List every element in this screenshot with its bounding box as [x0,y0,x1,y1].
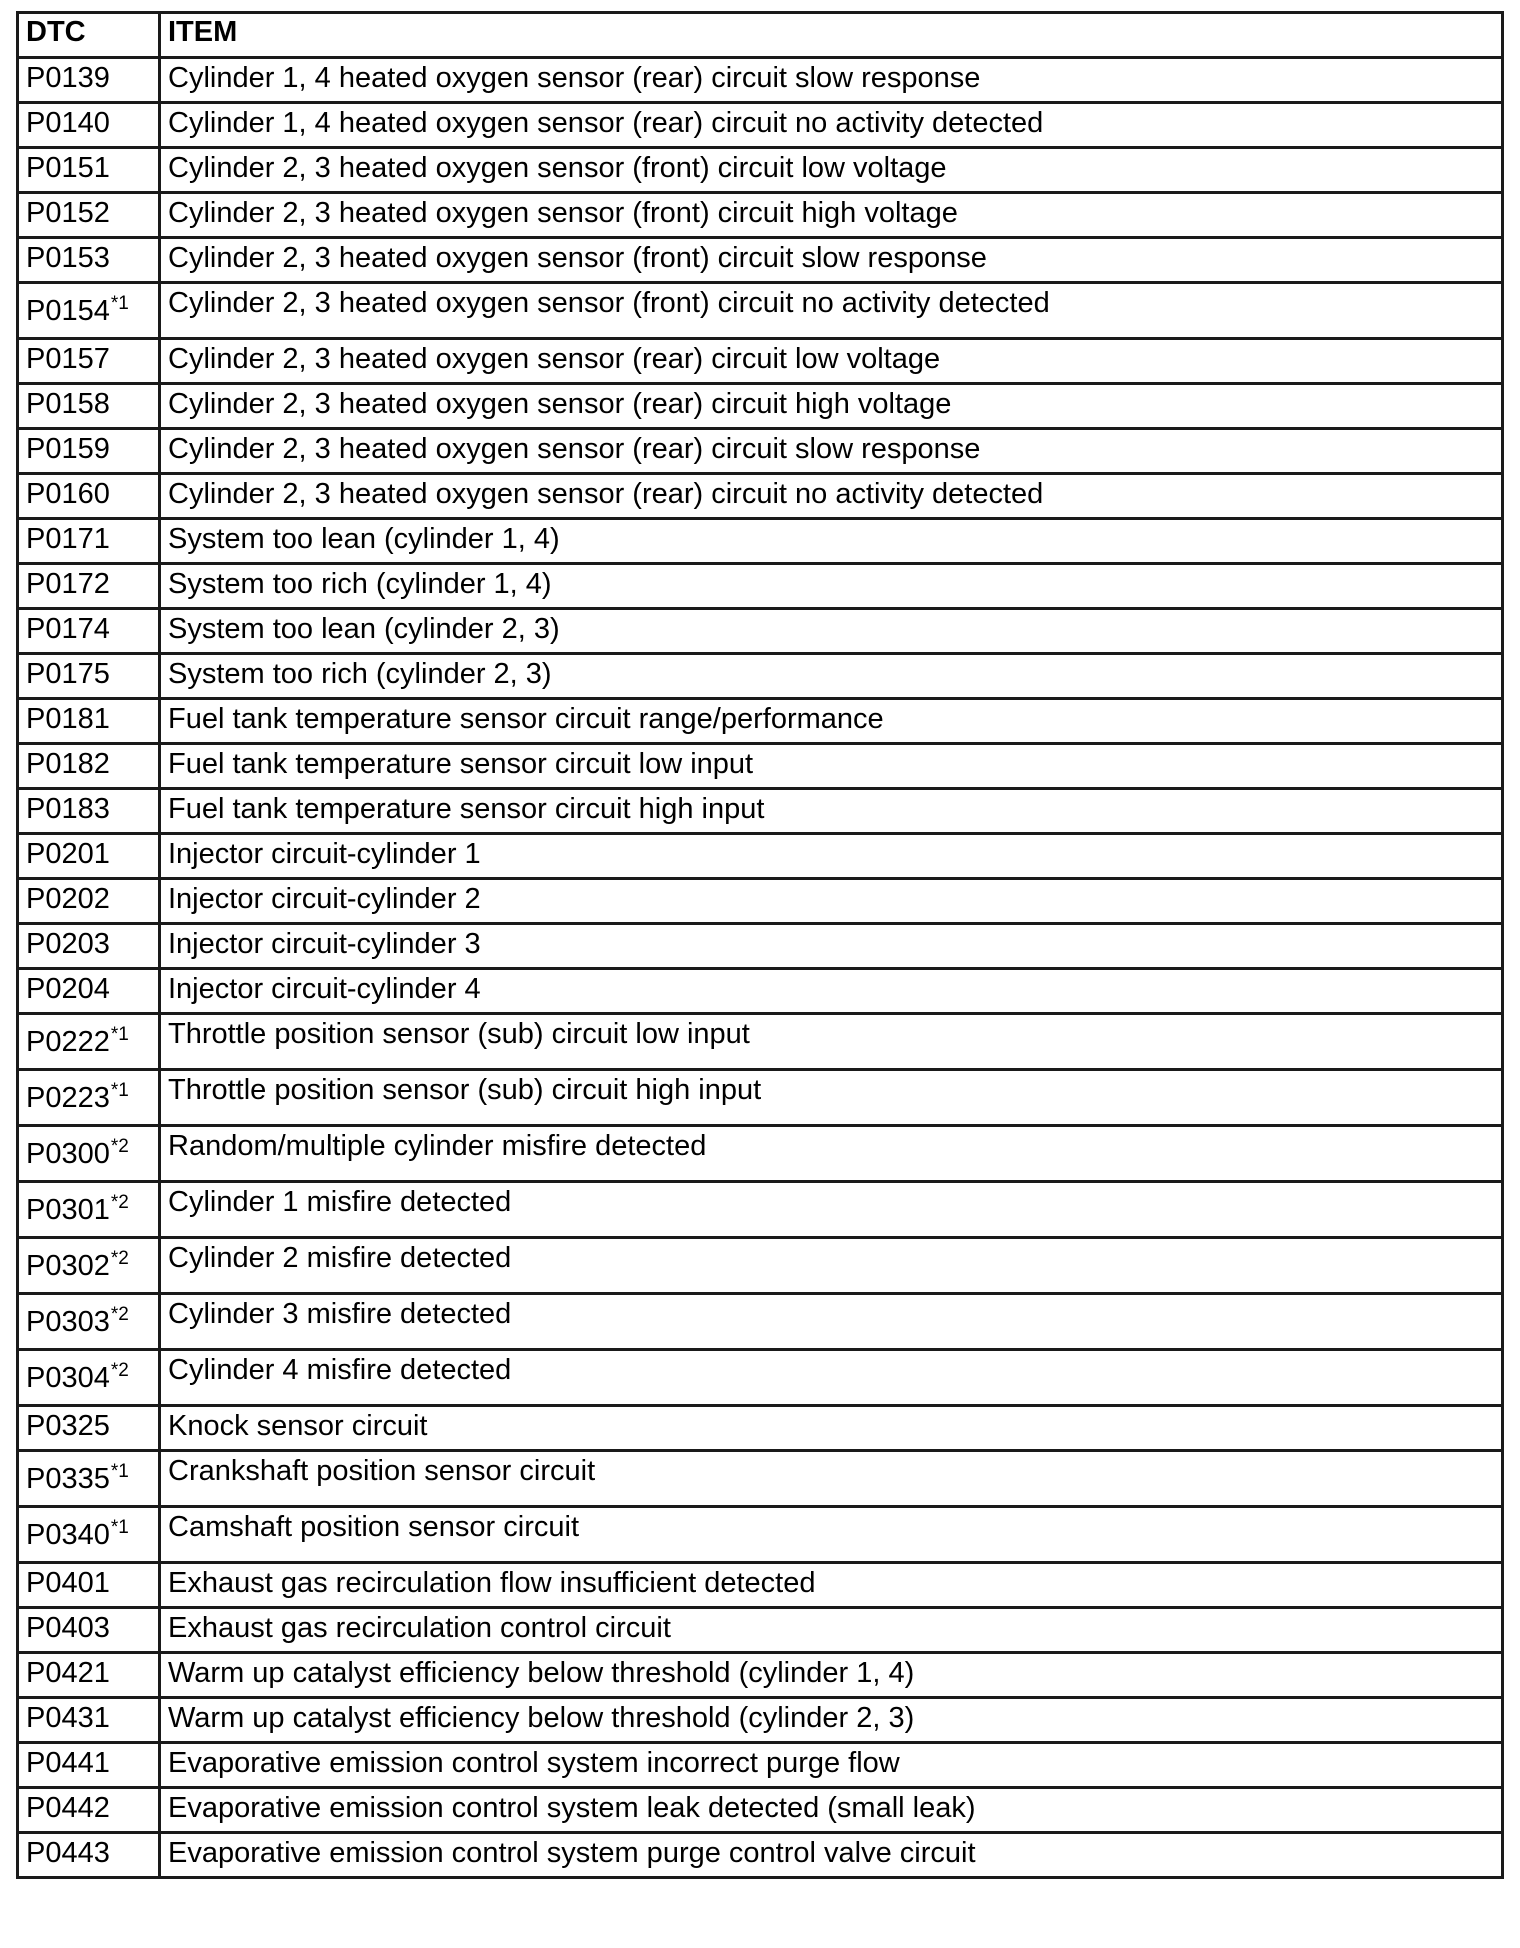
dtc-item-cell: Cylinder 2, 3 heated oxygen sensor (rear) circuit slow response [160,429,1503,474]
dtc-code: P0421 [26,1657,110,1689]
table-row [18,1182,1503,1238]
dtc-code: P0172 [26,568,110,600]
dtc-table [16,11,1504,1879]
dtc-footnote-mark: *2 [110,1360,129,1381]
dtc-code: P0442 [26,1792,110,1824]
dtc-item-cell: Cylinder 2, 3 heated oxygen sensor (front) circuit high voltage [160,193,1503,238]
table-row [18,654,1503,699]
dtc-item-cell: System too lean (cylinder 1, 4) [160,519,1503,564]
dtc-code: P0301 [26,1194,110,1226]
dtc-footnote-mark: *1 [110,293,129,314]
dtc-item-cell: Warm up catalyst efficiency below threshold (cylinder 1, 4) [160,1653,1503,1698]
dtc-code-cell [18,969,160,1014]
dtc-code: P0159 [26,433,110,465]
dtc-code-cell [18,924,160,969]
dtc-code: P0223 [26,1082,110,1114]
dtc-footnote-mark: *1 [110,1461,129,1482]
dtc-code: P0203 [26,928,110,960]
dtc-item-cell: Fuel tank temperature sensor circuit high input [160,789,1503,834]
dtc-item-cell: Cylinder 2, 3 heated oxygen sensor (rear) circuit high voltage [160,384,1503,429]
dtc-code: P0202 [26,883,110,915]
table-row [18,474,1503,519]
dtc-item-cell: Cylinder 1, 4 heated oxygen sensor (rear) circuit slow response [160,58,1503,103]
dtc-footnote-mark: *2 [110,1248,129,1269]
dtc-item-cell: Cylinder 1 misfire detected [160,1182,1503,1238]
dtc-code: P0431 [26,1702,110,1734]
table-row [18,1238,1503,1294]
dtc-code: P0443 [26,1837,110,1869]
table-row [18,384,1503,429]
table-row [18,969,1503,1014]
dtc-code: P0152 [26,197,110,229]
table-row [18,744,1503,789]
table-row [18,1014,1503,1070]
dtc-code: P0304 [26,1362,110,1394]
table-row [18,519,1503,564]
dtc-code: P0151 [26,152,110,184]
dtc-code-cell [18,564,160,609]
dtc-item-cell: System too rich (cylinder 1, 4) [160,564,1503,609]
dtc-item-cell: System too lean (cylinder 2, 3) [160,609,1503,654]
dtc-code-cell [18,699,160,744]
dtc-code: P0175 [26,658,110,690]
table-row [18,1608,1503,1653]
dtc-item-cell: Throttle position sensor (sub) circuit high input [160,1070,1503,1126]
dtc-code-cell [18,789,160,834]
dtc-code-cell [18,834,160,879]
dtc-code-cell [18,1563,160,1608]
dtc-item-cell: System too rich (cylinder 2, 3) [160,654,1503,699]
table-header-row [18,13,1503,58]
table-row [18,103,1503,148]
dtc-code-cell [18,744,160,789]
dtc-code: P0182 [26,748,110,780]
dtc-code-cell [18,384,160,429]
table-row [18,1653,1503,1698]
table-row [18,924,1503,969]
dtc-code: P0335 [26,1463,110,1495]
table-row [18,1563,1503,1608]
table-row [18,339,1503,384]
dtc-item-cell: Exhaust gas recirculation control circuit [160,1608,1503,1653]
dtc-code: P0140 [26,107,110,139]
dtc-code: P0160 [26,478,110,510]
dtc-item-cell: Evaporative emission control system purge control valve circuit [160,1833,1503,1878]
dtc-item-cell: Injector circuit-cylinder 3 [160,924,1503,969]
dtc-item-cell: Knock sensor circuit [160,1406,1503,1451]
table-row [18,834,1503,879]
table-row [18,564,1503,609]
table-row [18,1350,1503,1406]
dtc-code-cell [18,654,160,699]
dtc-footnote-mark: *2 [110,1192,129,1213]
dtc-code-cell [18,103,160,148]
dtc-code-cell [18,1743,160,1788]
dtc-code: P0153 [26,242,110,274]
dtc-item-cell: Crankshaft position sensor circuit [160,1451,1503,1507]
header-item: ITEM [160,13,1503,58]
dtc-code: P0157 [26,343,110,375]
dtc-item-cell: Evaporative emission control system leak detected (small leak) [160,1788,1503,1833]
table-row [18,1788,1503,1833]
dtc-code-cell [18,1788,160,1833]
dtc-code: P0154 [26,295,110,327]
table-row [18,1743,1503,1788]
dtc-code-cell [18,879,160,924]
header-dtc: DTC [18,13,160,58]
dtc-code-cell [18,1833,160,1878]
dtc-code-cell [18,1182,160,1238]
table-row [18,148,1503,193]
table-row [18,1294,1503,1350]
table-row [18,789,1503,834]
dtc-code: P0303 [26,1306,110,1338]
dtc-item-cell: Cylinder 4 misfire detected [160,1350,1503,1406]
table-row [18,283,1503,339]
table-row [18,58,1503,103]
table-row [18,1698,1503,1743]
dtc-code: P0222 [26,1026,110,1058]
dtc-item-cell: Cylinder 2, 3 heated oxygen sensor (front) circuit low voltage [160,148,1503,193]
table-row [18,193,1503,238]
table-row [18,1833,1503,1878]
dtc-code: P0340 [26,1519,110,1551]
dtc-item-cell: Evaporative emission control system incorrect purge flow [160,1743,1503,1788]
dtc-code: P0158 [26,388,110,420]
dtc-code: P0302 [26,1250,110,1282]
dtc-code-cell [18,148,160,193]
dtc-code-cell [18,609,160,654]
dtc-item-cell: Injector circuit-cylinder 2 [160,879,1503,924]
dtc-code: P0204 [26,973,110,1005]
dtc-code: P0403 [26,1612,110,1644]
table-row [18,699,1503,744]
dtc-code: P0174 [26,613,110,645]
table-row [18,1070,1503,1126]
dtc-footnote-mark: *2 [110,1304,129,1325]
dtc-code: P0325 [26,1410,110,1442]
dtc-code-cell [18,1350,160,1406]
dtc-code: P0201 [26,838,110,870]
dtc-footnote-mark: *1 [110,1080,129,1101]
dtc-code: P0171 [26,523,110,555]
dtc-code-cell [18,474,160,519]
dtc-code-cell [18,429,160,474]
dtc-code: P0183 [26,793,110,825]
dtc-item-cell: Cylinder 3 misfire detected [160,1294,1503,1350]
dtc-code-cell [18,1070,160,1126]
dtc-item-cell: Cylinder 2, 3 heated oxygen sensor (rear) circuit no activity detected [160,474,1503,519]
dtc-item-cell: Injector circuit-cylinder 1 [160,834,1503,879]
dtc-item-cell: Cylinder 2, 3 heated oxygen sensor (front) circuit no activity detected [160,283,1503,339]
table-row [18,1126,1503,1182]
dtc-code-cell [18,1507,160,1563]
dtc-item-cell: Fuel tank temperature sensor circuit low input [160,744,1503,789]
table-row [18,429,1503,474]
dtc-code: P0181 [26,703,110,735]
dtc-code-cell [18,1451,160,1507]
dtc-code-cell [18,1126,160,1182]
dtc-item-cell: Injector circuit-cylinder 4 [160,969,1503,1014]
dtc-code-cell [18,1294,160,1350]
dtc-code-cell [18,1014,160,1070]
dtc-footnote-mark: *1 [110,1517,129,1538]
dtc-item-cell: Fuel tank temperature sensor circuit range/performance [160,699,1503,744]
table-row [18,609,1503,654]
dtc-code-cell [18,519,160,564]
table-row [18,879,1503,924]
dtc-code-cell [18,283,160,339]
dtc-item-cell: Random/multiple cylinder misfire detected [160,1126,1503,1182]
dtc-code-cell [18,1406,160,1451]
dtc-code: P0401 [26,1567,110,1599]
dtc-code-cell [18,1608,160,1653]
dtc-code-cell [18,238,160,283]
dtc-footnote-mark: *1 [110,1024,129,1045]
dtc-code-cell [18,58,160,103]
dtc-code-cell [18,1653,160,1698]
dtc-item-cell: Camshaft position sensor circuit [160,1507,1503,1563]
dtc-item-cell: Warm up catalyst efficiency below threshold (cylinder 2, 3) [160,1698,1503,1743]
dtc-footnote-mark: *2 [110,1136,129,1157]
dtc-code-cell [18,193,160,238]
table-row [18,1406,1503,1451]
dtc-code: P0441 [26,1747,110,1779]
table-row [18,238,1503,283]
dtc-item-cell: Cylinder 2, 3 heated oxygen sensor (rear) circuit low voltage [160,339,1503,384]
dtc-item-cell: Cylinder 2, 3 heated oxygen sensor (front) circuit slow response [160,238,1503,283]
dtc-code-cell [18,339,160,384]
dtc-item-cell: Cylinder 1, 4 heated oxygen sensor (rear) circuit no activity detected [160,103,1503,148]
dtc-item-cell: Exhaust gas recirculation flow insufficient detected [160,1563,1503,1608]
dtc-item-cell: Throttle position sensor (sub) circuit low input [160,1014,1503,1070]
table-row [18,1451,1503,1507]
dtc-code: P0139 [26,62,110,94]
dtc-code-cell [18,1238,160,1294]
dtc-item-cell: Cylinder 2 misfire detected [160,1238,1503,1294]
table-row [18,1507,1503,1563]
dtc-code-cell [18,1698,160,1743]
table-body [18,58,1503,1878]
dtc-code: P0300 [26,1138,110,1170]
